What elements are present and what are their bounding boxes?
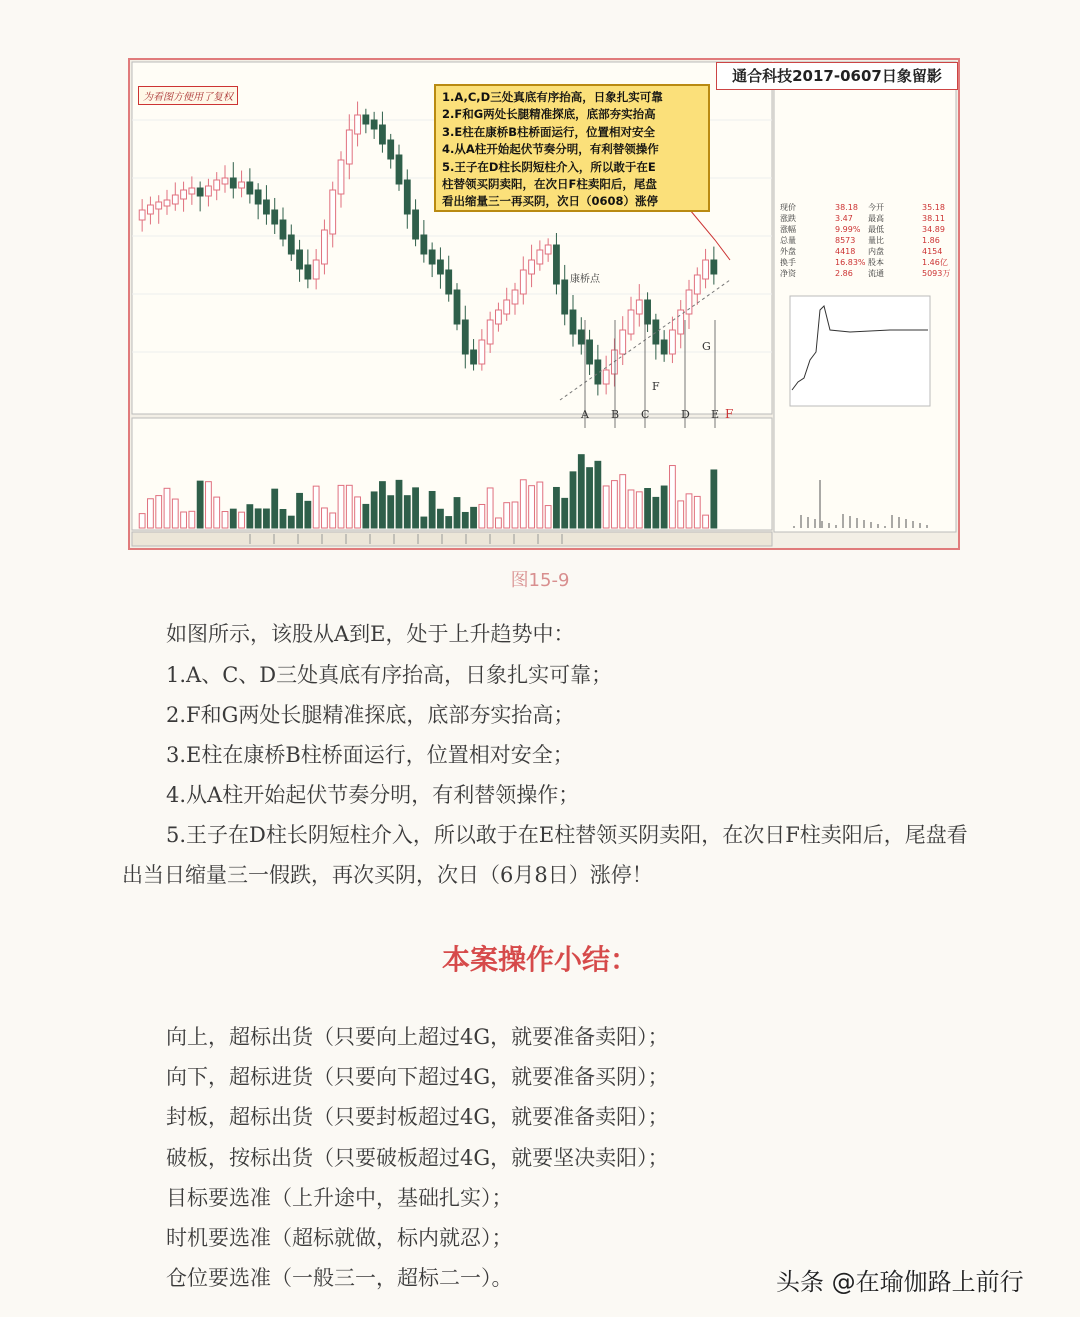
volume-bar bbox=[371, 492, 377, 528]
candle-body bbox=[280, 220, 286, 239]
volume-bar bbox=[653, 497, 659, 528]
volume-bar bbox=[313, 486, 319, 528]
author-watermark: 头条 @在瑜伽路上前行 bbox=[776, 1268, 1024, 1296]
annotation-box bbox=[434, 84, 710, 212]
summary-heading: 本案操作小结： bbox=[441, 943, 638, 976]
summary-line-5: 目标要选准（上升途中，基础扎实）； bbox=[166, 1186, 513, 1210]
summary-line-4: 破板，按标出货（只要破板超过4G，就要坚决卖阳）； bbox=[166, 1146, 669, 1170]
quote-value: 16.83% bbox=[835, 258, 866, 267]
adjusted-price-tag: 为看图方便用了复权 bbox=[138, 86, 238, 105]
volume-bar bbox=[554, 487, 560, 528]
volume-bar bbox=[628, 490, 634, 528]
volume-bar bbox=[636, 492, 642, 528]
summary-line-6: 时机要选准（超标就做，标内就忍）； bbox=[166, 1226, 513, 1250]
marker-label-F: F bbox=[725, 407, 734, 421]
candle-body bbox=[578, 330, 584, 344]
candle-body bbox=[479, 340, 485, 364]
quote-label: 涨跌 bbox=[780, 214, 796, 223]
candle-body bbox=[148, 205, 154, 214]
candle-body bbox=[322, 230, 328, 264]
volume-bar bbox=[305, 501, 311, 528]
candle-body bbox=[711, 260, 717, 274]
note-line-3: 3.E柱在康桥B柱桥面运行，位置相对安全 bbox=[442, 124, 655, 139]
bottom-tabs bbox=[132, 532, 772, 546]
quote-key: 股本 bbox=[868, 258, 884, 267]
candle-body bbox=[305, 265, 311, 279]
quote-value-2: 34.89 bbox=[922, 225, 945, 234]
volume-bar bbox=[380, 482, 386, 528]
candle-body bbox=[371, 120, 377, 129]
candle-body bbox=[230, 178, 236, 188]
point-3: 3.E柱在康桥B柱桥面运行，位置相对安全； bbox=[166, 743, 574, 767]
volume-bar bbox=[264, 509, 270, 528]
volume-bar bbox=[363, 504, 369, 528]
candle-body bbox=[537, 250, 543, 264]
candle-body bbox=[529, 260, 535, 274]
volume-bar bbox=[172, 499, 178, 528]
volume-bar bbox=[512, 502, 518, 528]
candle-body bbox=[545, 245, 551, 254]
volume-bar bbox=[438, 509, 444, 528]
quote-value-2: 35.18 bbox=[922, 203, 945, 212]
volume-bar bbox=[139, 514, 145, 528]
volume-bar bbox=[206, 482, 212, 528]
quote-key: 最低 bbox=[868, 225, 884, 234]
point-5: 5.王子在D柱长阴短柱介入，所以敢于在E柱替领买阴卖阳，在次日F柱卖阳后，尾盘看出当日缩量三一假跌，再次买阴，次日（6月8日）涨停！ bbox=[122, 823, 968, 887]
volume-bar bbox=[413, 488, 419, 528]
marker-label-A: A bbox=[581, 408, 589, 421]
note-line-4: 4.从A柱开始起伏节奏分明，有利替领操作 bbox=[442, 142, 659, 157]
quote-label: 外盘 bbox=[780, 247, 796, 256]
volume-bar bbox=[595, 461, 601, 528]
note-line-7: 看出缩量三一再买阴，次日（0608）涨停 bbox=[442, 194, 659, 209]
marker-label-B: B bbox=[611, 408, 620, 421]
bridge-label: 康桥点 bbox=[570, 274, 600, 285]
candle-body bbox=[338, 160, 344, 194]
quote-key: 最高 bbox=[868, 214, 884, 223]
candle-body bbox=[139, 210, 145, 220]
quote-value: 4418 bbox=[835, 247, 856, 256]
candle-body bbox=[661, 340, 667, 354]
point-1: 1.A、C、D三处真底有序抬高，日象扎实可靠； bbox=[166, 663, 613, 687]
summary-line-7: 仓位要选准（一般三一，超标二一）。 bbox=[166, 1266, 513, 1290]
volume-bar bbox=[670, 466, 676, 528]
candle-body bbox=[554, 245, 560, 284]
volume-bar bbox=[537, 482, 543, 528]
volume-bar bbox=[222, 512, 228, 528]
volume-bar bbox=[578, 455, 584, 528]
candle-body bbox=[239, 182, 245, 188]
volume-bar bbox=[603, 486, 609, 528]
volume-bar bbox=[429, 491, 435, 528]
candle-body bbox=[288, 235, 294, 254]
volume-bar bbox=[322, 508, 328, 528]
volume-bar bbox=[255, 509, 261, 528]
volume-bar bbox=[148, 499, 154, 528]
volume-bar bbox=[230, 509, 236, 528]
candle-body bbox=[388, 140, 394, 159]
candle-body bbox=[197, 188, 203, 196]
quote-value-2: 1.86 bbox=[922, 236, 940, 245]
candle-body bbox=[172, 195, 178, 204]
candle-body bbox=[346, 130, 352, 164]
volume-bar bbox=[156, 496, 162, 528]
marker-label-D: D bbox=[681, 408, 690, 421]
volume-bar bbox=[214, 497, 220, 528]
candle-body bbox=[404, 180, 410, 214]
volume-bar bbox=[496, 518, 502, 528]
candle-body bbox=[570, 310, 576, 334]
volume-bar bbox=[346, 485, 352, 528]
candle-body bbox=[222, 178, 228, 184]
candle-body bbox=[272, 210, 278, 224]
quote-value-2: 5093万 bbox=[922, 269, 951, 278]
candle-body bbox=[189, 188, 195, 194]
volume-bar bbox=[587, 468, 593, 528]
note-line-2: 2.F和G两处长腿精准探底，底部夯实抬高 bbox=[442, 107, 656, 122]
candle-body bbox=[487, 320, 493, 344]
candle-body bbox=[686, 290, 692, 314]
volume-bar bbox=[529, 486, 535, 528]
candle-body bbox=[363, 115, 369, 124]
candle-body bbox=[603, 370, 609, 384]
candle-body bbox=[520, 270, 526, 294]
quote-value: 3.47 bbox=[835, 214, 853, 223]
volume-bar bbox=[462, 512, 468, 528]
quote-label: 现价 bbox=[780, 203, 796, 212]
volume-bar bbox=[388, 496, 394, 528]
volume-bar bbox=[612, 481, 618, 528]
candle-body bbox=[156, 202, 162, 209]
candle-body bbox=[694, 275, 700, 294]
figure-title: 通合科技2017-0607日象留影 bbox=[716, 62, 958, 90]
volume-bar bbox=[686, 494, 692, 528]
candle-body bbox=[636, 300, 642, 314]
candle-body bbox=[355, 115, 361, 134]
candle-body bbox=[297, 250, 303, 269]
candle-body bbox=[703, 260, 709, 279]
volume-bar bbox=[239, 512, 245, 528]
volume-bar bbox=[288, 516, 294, 528]
volume-bar bbox=[338, 485, 344, 528]
candle-body bbox=[214, 180, 220, 190]
candle-body bbox=[380, 125, 386, 144]
volume-bar bbox=[181, 512, 187, 528]
note-line-1: 1.A,C,D三处真底有序抬高，日象扎实可靠 bbox=[442, 90, 663, 104]
volume-bar bbox=[454, 498, 460, 528]
volume-bar bbox=[645, 489, 651, 528]
candle-body bbox=[247, 182, 253, 194]
quote-key: 流通 bbox=[868, 269, 884, 278]
candle-body bbox=[620, 330, 626, 354]
candle-body bbox=[396, 155, 402, 184]
quote-value: 8573 bbox=[835, 236, 856, 245]
candle-body bbox=[264, 200, 270, 214]
volume-bar bbox=[189, 511, 195, 528]
volume-bar bbox=[520, 480, 526, 528]
quote-label: 净资 bbox=[780, 269, 796, 278]
quote-label: 总量 bbox=[780, 236, 796, 245]
quote-value-2: 38.11 bbox=[922, 214, 945, 223]
candle-body bbox=[562, 280, 568, 314]
candle-body bbox=[438, 260, 444, 274]
intraday-panel bbox=[790, 296, 930, 406]
candle-body bbox=[512, 290, 518, 304]
figure-caption: 图15-9 bbox=[510, 570, 570, 591]
volume-bar bbox=[164, 488, 170, 528]
volume-bar bbox=[661, 486, 667, 528]
point-2: 2.F和G两处长腿精准探底，底部夯实抬高； bbox=[166, 703, 575, 727]
volume-bar bbox=[330, 513, 336, 528]
volume-bar bbox=[545, 506, 551, 528]
quote-key: 今开 bbox=[868, 203, 884, 212]
volume-bar bbox=[197, 481, 203, 528]
volume-bar bbox=[355, 497, 361, 528]
candle-body bbox=[587, 340, 593, 364]
candle-body bbox=[653, 320, 659, 344]
volume-bar bbox=[703, 515, 709, 528]
marker-label-E: E bbox=[711, 408, 720, 421]
volume-bar bbox=[396, 480, 402, 528]
candle-body bbox=[504, 300, 510, 314]
summary-line-3: 封板，超标出货（只要封板超过4G，就要准备卖阳）； bbox=[166, 1105, 669, 1129]
candle-body bbox=[429, 250, 435, 264]
quote-key: 内盘 bbox=[868, 247, 884, 256]
volume-bar bbox=[562, 498, 568, 528]
candle-body bbox=[313, 260, 319, 279]
quote-value-2: 4154 bbox=[922, 247, 943, 256]
candle-body bbox=[255, 190, 261, 204]
candle-body bbox=[330, 190, 336, 234]
intro-paragraph: 如图所示，该股从A到E，处于上升趋势中： bbox=[166, 622, 575, 646]
quote-value: 9.99% bbox=[835, 225, 861, 234]
volume-bar bbox=[272, 489, 278, 528]
marker-label-G: G bbox=[702, 340, 711, 353]
candle-body bbox=[446, 270, 452, 294]
volume-bar bbox=[247, 505, 253, 528]
quote-value: 38.18 bbox=[835, 203, 858, 212]
volume-bar bbox=[471, 507, 477, 528]
quote-key: 量比 bbox=[868, 236, 884, 245]
summary-line-2: 向下，超标进货（只要向下超过4G，就要准备买阴）； bbox=[166, 1065, 669, 1089]
candle-body bbox=[462, 320, 468, 354]
candle-body bbox=[421, 235, 427, 254]
summary-line-1: 向上，超标出货（只要向上超过4G，就要准备卖阳）； bbox=[166, 1025, 669, 1049]
marker-label-C: C bbox=[641, 408, 650, 421]
volume-bar bbox=[694, 496, 700, 528]
candle-body bbox=[670, 330, 676, 354]
volume-bar bbox=[570, 472, 576, 528]
note-line-5: 5.王子在D柱长阴短柱介入，所以敢于在E bbox=[442, 159, 656, 174]
volume-bar bbox=[404, 496, 410, 528]
candle-body bbox=[471, 350, 477, 364]
quote-value-2: 1.46亿 bbox=[922, 258, 948, 267]
quote-label: 涨幅 bbox=[780, 225, 796, 234]
candle-body bbox=[413, 210, 419, 239]
volume-bar bbox=[711, 470, 717, 528]
volume-bar bbox=[678, 501, 684, 528]
candle-body bbox=[628, 310, 634, 334]
volume-bar bbox=[297, 493, 303, 528]
marker-label-F-low: F bbox=[652, 380, 660, 393]
quote-label: 换手 bbox=[780, 258, 796, 267]
candle-body bbox=[164, 200, 170, 206]
quote-value: 2.86 bbox=[835, 269, 853, 278]
volume-bar bbox=[280, 509, 286, 528]
note-line-6: 柱替领买阴卖阳，在次日F柱卖阳后，尾盘 bbox=[442, 177, 657, 192]
volume-bar bbox=[421, 517, 427, 528]
chart-figure bbox=[128, 58, 960, 550]
volume-bar bbox=[479, 504, 485, 528]
volume-bar bbox=[504, 503, 510, 528]
volume-bar bbox=[487, 488, 493, 528]
candle-body bbox=[496, 310, 502, 324]
point-4: 4.从A柱开始起伏节奏分明，有利替领操作； bbox=[166, 783, 580, 807]
volume-bar bbox=[446, 517, 452, 528]
candle-body bbox=[454, 290, 460, 324]
candle-body bbox=[645, 300, 651, 324]
volume-bar bbox=[620, 475, 626, 528]
candle-body bbox=[181, 190, 187, 199]
candle-body bbox=[206, 186, 212, 196]
